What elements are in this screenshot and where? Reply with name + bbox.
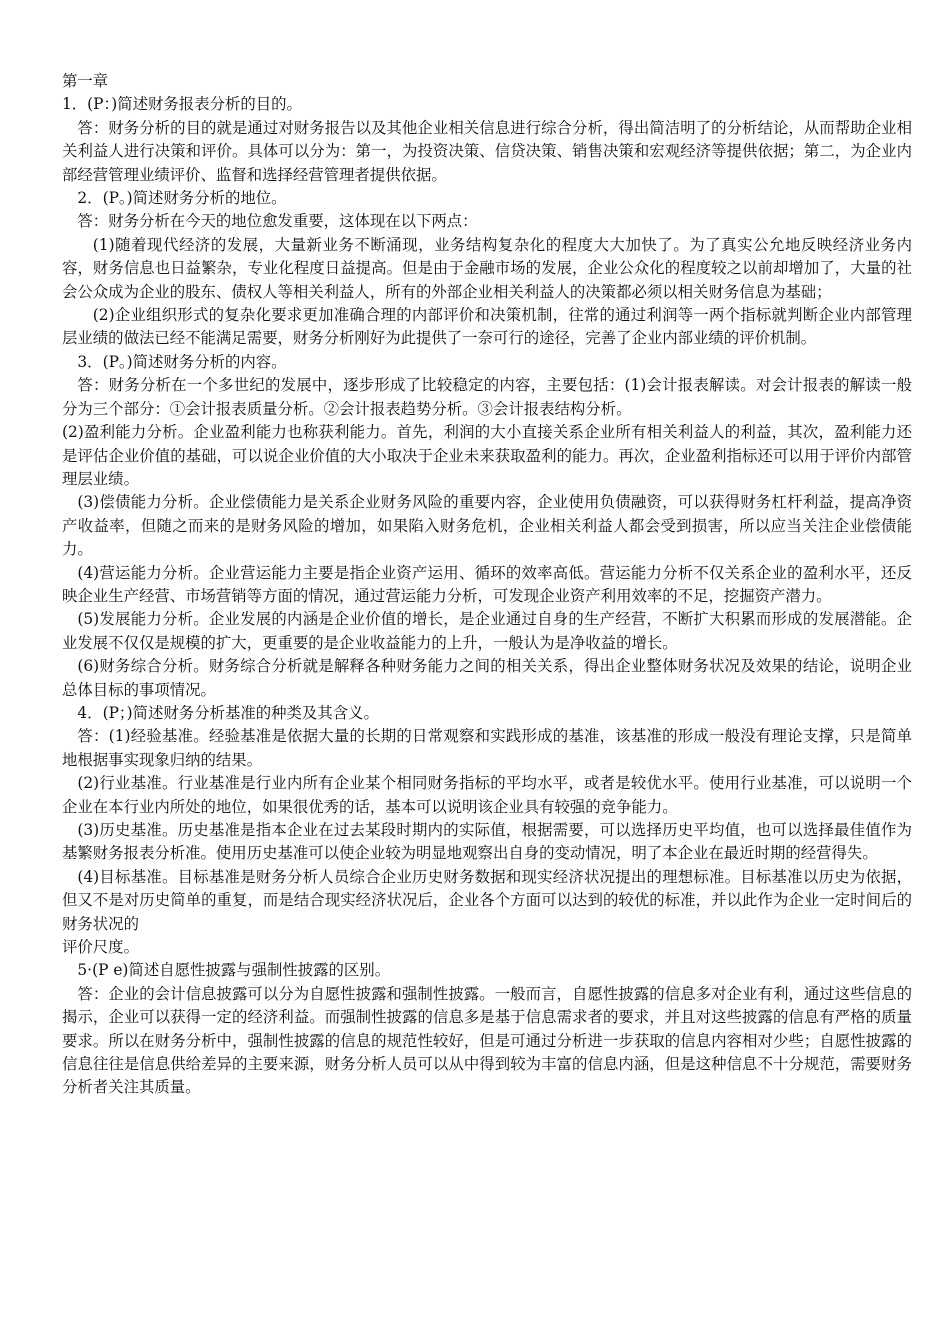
answer-5: 答：企业的会计信息披露可以分为自愿性披露和强制性披露。一般而言，自愿性披露的信息多对企业有利，通过这些信息的揭示，企业可以获得一定的经济利益。而强制性披露的信息多是基于信息需求者的要求，并且对这些披露的信息有严格的质量要求。所以在财务分析中，强制性披露的信息的规范性较好，但是可通过分析进一步获取的信息内容相对少些；自愿性披露的信息往往是信息供给差异的主要来源，财务分析人员可以从中得到较为丰富的信息内涵，但是这种信息不十分规范，需要财务分析者关注其质量。 [62,984,912,1097]
answer-1: 答：财务分析的目的就是通过对财务报告以及其他企业相关信息进行综合分析，得出简洁明了的分析结论，从而帮助企业相关利益人进行决策和评价。具体可以分为：第一，为投资决策、信贷决策、销售决策和宏观经济等提供依据；第二，为企业内部经营管理业绩评价、监督和选择经营管理者提供依据。 [62,118,912,184]
answer-2-intro: 答：财务分析在今天的地位愈发重要，这体现在以下两点： [77,212,478,231]
chapter-heading: 第一章 [62,72,109,90]
answer-2-point-2: (2)企业组织形式的复杂化要求更加准确合理的内部评价和决策机制，往常的通过利润等一两个指标就判断企业内部管理层业绩的做法已经不能满足需要，财务分析刚好为此提供了一奈可行的途径，完善了企业内部业绩的评价机制。 [62,306,912,348]
answer-3-point-6: (6)财务综合分析。财务综合分析就是解释各种财务能力之间的相关关系，得出企业整体财务状况及效果的结论，说明企业总体目标的事项情况。 [62,657,912,699]
answer-3-point-4: (4)营运能力分析。企业营运能力主要是指企业资产运用、循环的效率高低。营运能力分析不仅关系企业的盈利水平，还反映企业生产经营、市场营销等方面的情况，通过营运能力分析，可发现企业资产利用效率的不足，挖掘资产潜力。 [62,563,912,605]
answer-4-point-4-end: 评价尺度。 [62,938,139,957]
answer-4-point-2: (2)行业基准。行业基准是行业内所有企业某个相同财务指标的平均水平，或者是较优水平。使用行业基准，可以说明一个企业在本行业内所处的地位，如果很优秀的话，基本可以说明该企业具有较强的竞争能力。 [62,774,912,816]
question-5: 5·(P e)简述自愿性披露与强制性披露的区别。 [77,961,391,980]
document-page [62,70,912,1100]
answer-4-point-1: 答：(1)经验基准。经验基准是依据大量的长期的日常观察和实践形成的基准，该基准的形成一般没有理论支撑，只是简单地根据事实现象归纳的结果。 [62,727,912,769]
question-3: 3．(P。)简述财务分析的内容。 [77,352,287,371]
question-2: 2．(P。)简述财务分析的地位。 [77,189,287,208]
answer-4-point-4: (4)目标基准。目标基准是财务分析人员综合企业历史财务数据和现实经济状况提出的理想标准。目标基准以历史为依据，但又不是对历史简单的重复，而是结合现实经济状况后，企业各个方面可以达到的较优的标准，并以此作为企业一定时间后的财务状况的 [62,867,912,933]
answer-4-point-3: (3)历史基准。历史基准是指本企业在过去某段时期内的实际值，根据需要，可以选择历史平均值，也可以选择最佳值作为基繁财务报表分析准。使用历史基准可以使企业较为明显地观察出自身的变动情况，明了本企业在最近时期的经营得失。 [62,821,912,863]
answer-3-point-2: (2)盈利能力分析。企业盈利能力也称获利能力。首先，利润的大小直接关系企业所有相关利益人的利益，其次，盈利能力还是评估企业价值的基础，可以说企业价值的大小取决于企业未来获取盈利的能力。再次，企业盈利指标还可以用于评价内部管理层业绩。 [62,423,912,488]
answer-3-point-3: (3)偿债能力分析。企业偿债能力是关系企业财务风险的重要内容，企业使用负债融资，可以获得财务杠杆利益，提高净资产收益率，但随之而来的是财务风险的增加，如果陷入财务危机，企业相关利益人都会受到损害，所以应当关注企业偿债能力。 [62,493,912,559]
answer-2-point-1: (1)随着现代经济的发展，大量新业务不断涌现，业务结构复杂化的程度大大加快了。为了真实公允地反映经济业务内容，财务信息也日益繁杂，专业化程度日益提高。但是由于金融市场的发展，企业公众化的程度较之以前却增加了，大量的社会公众成为企业的股东、债权人等相关利益人，所有的外部企业相关利益人的决策都必须以相关财务信息为基础； [62,235,912,301]
question-1: 1．(P：)简述财务报表分析的目的。 [62,95,302,114]
question-4: 4．(P；)简述财务分析基准的种类及其含义。 [77,703,379,722]
answer-3-point-1: 答：财务分析在一个多世纪的发展中，逐步形成了比较稳定的内容，主要包括：(1)会计报表解读。对会计报表的解读一般分为三个部分：①会计报表质量分析。②会计报表趋势分析。③会计报表结构分析。 [62,376,912,418]
answer-3-point-5: (5)发展能力分析。企业发展的内涵是企业价值的增长，是企业通过自身的生产经营，不断扩大积累而形成的发展潜能。企业发展不仅仅是规模的扩大，更重要的是企业收益能力的上升，一般认为是净收益的增长。 [62,610,912,652]
